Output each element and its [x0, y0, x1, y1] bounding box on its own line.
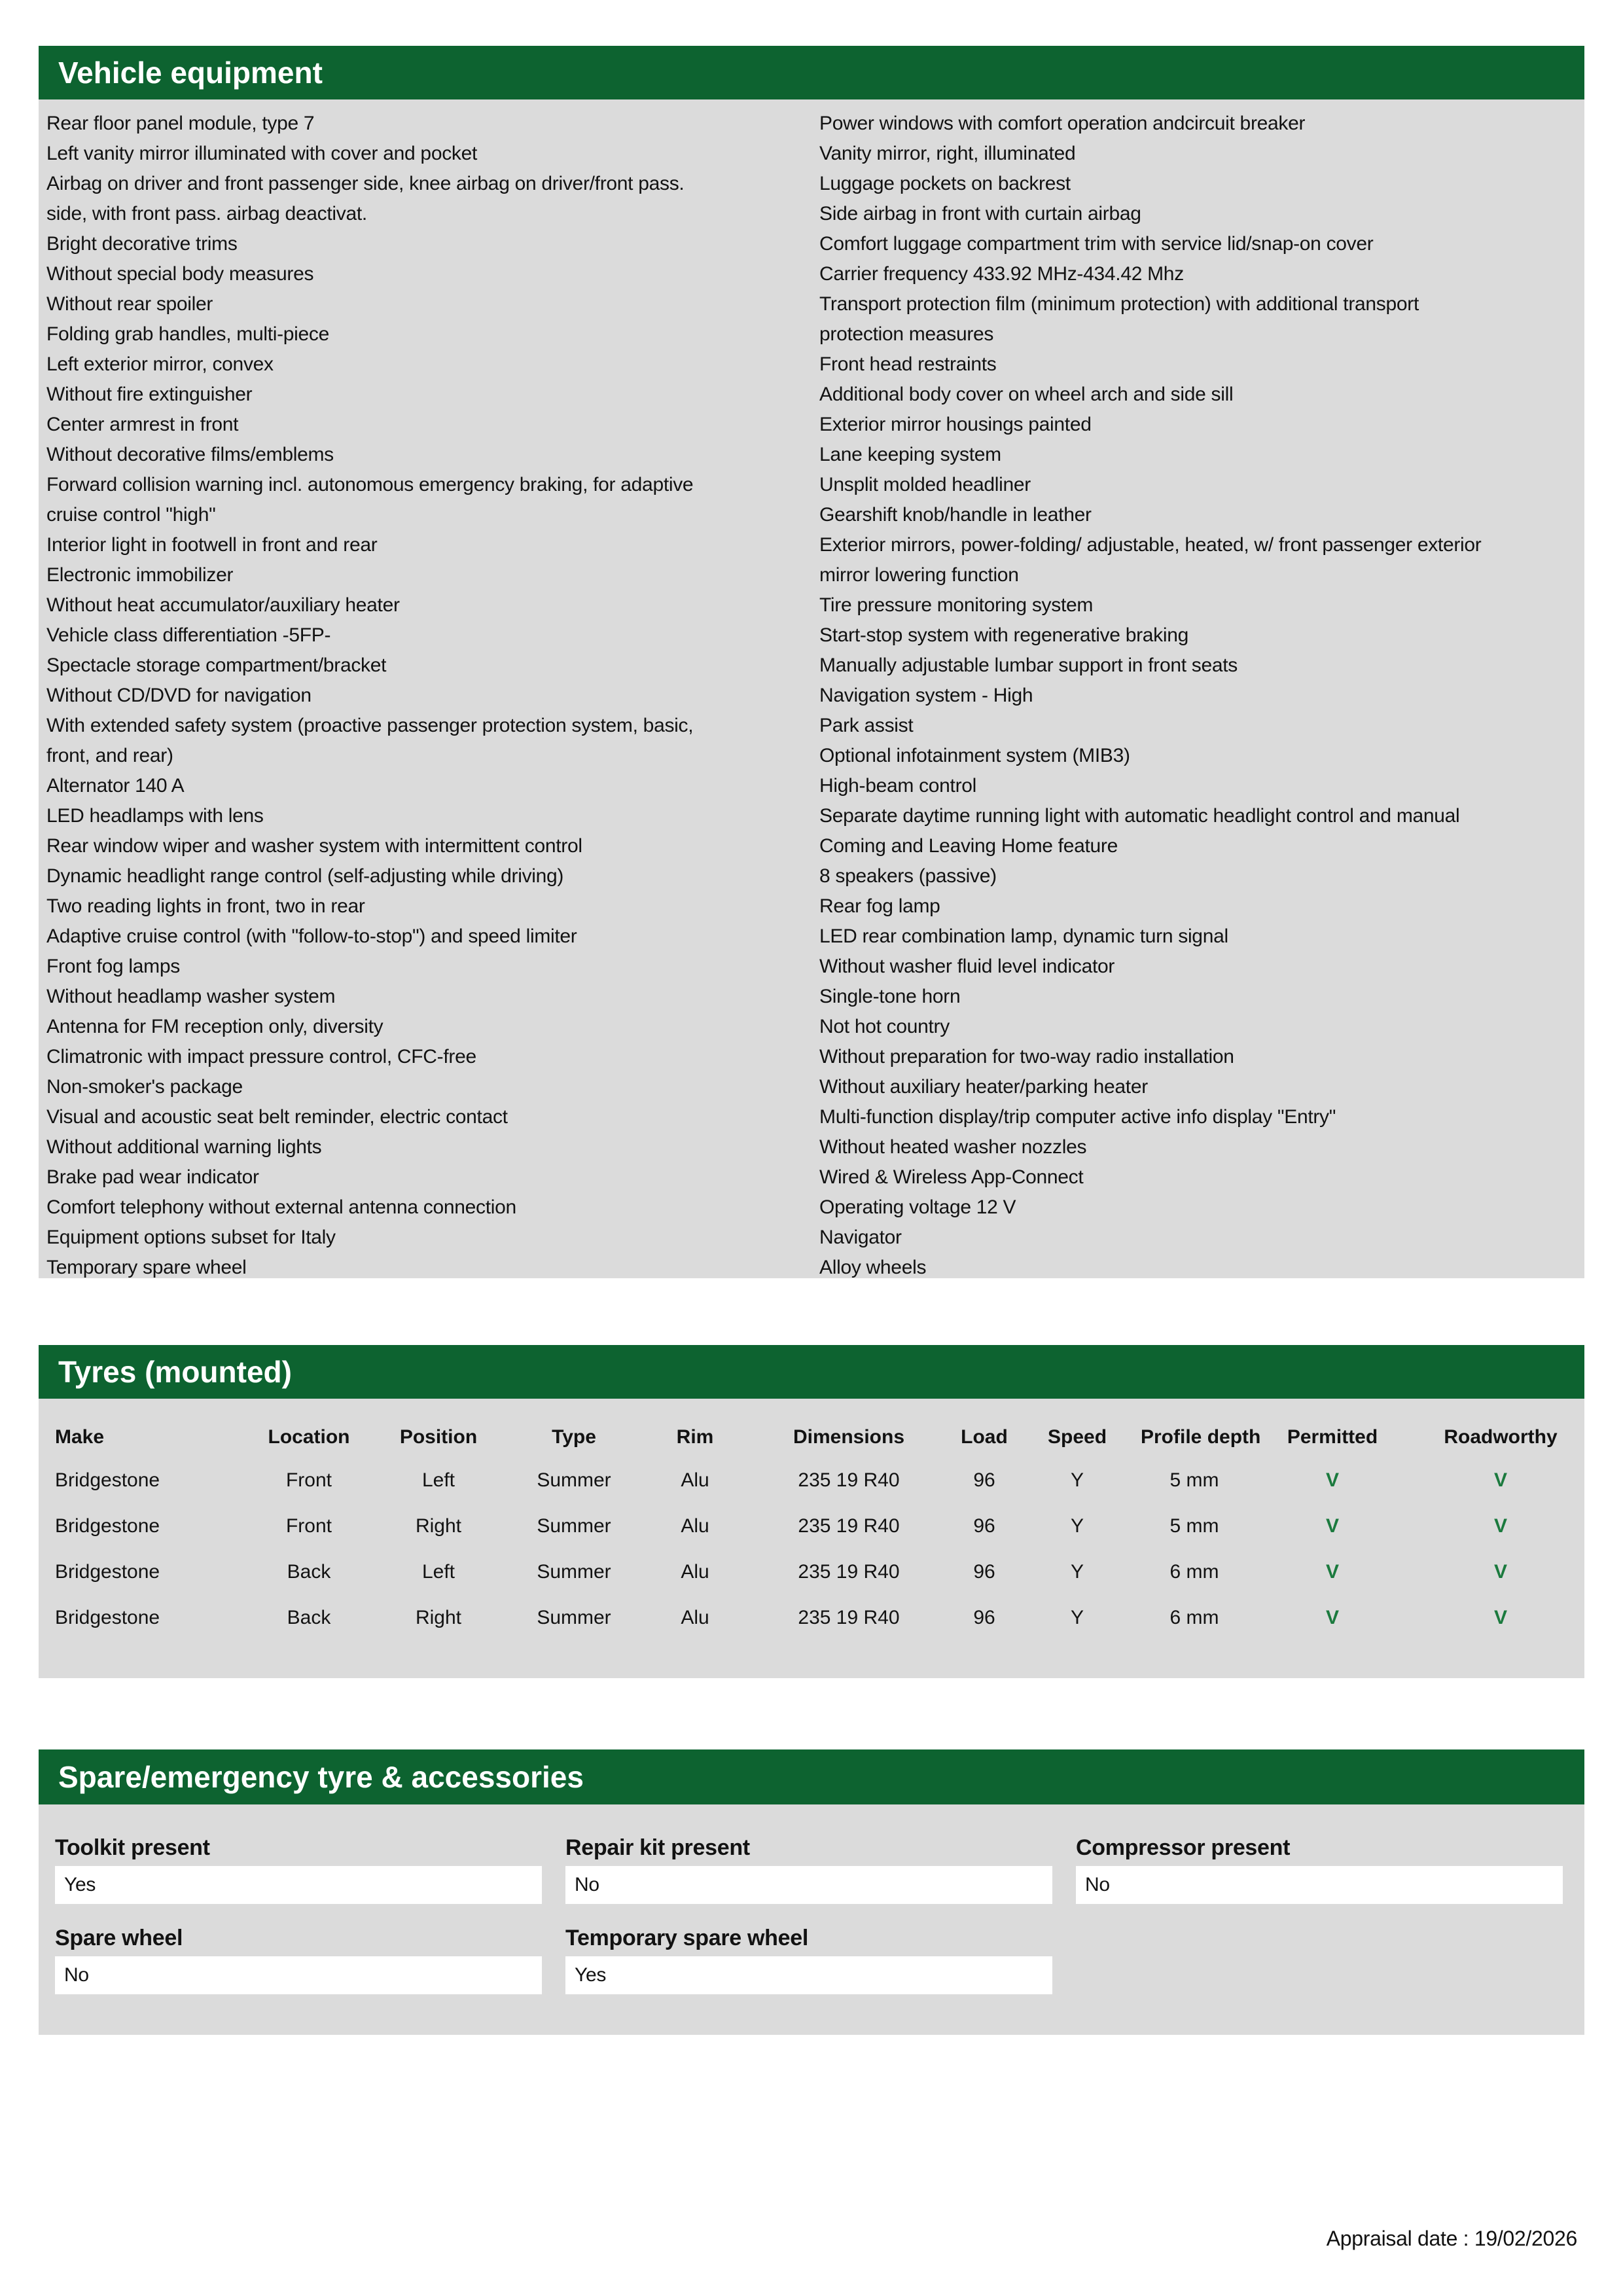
tyre-check-mark: V — [1325, 1515, 1339, 1537]
spare-fields-row-2 — [55, 1925, 1568, 1994]
tyres-column-header: Type — [552, 1426, 596, 1448]
tyre-row — [39, 1549, 1584, 1595]
equipment-item-line: Visual and acoustic seat belt reminder, electric contact — [46, 1106, 508, 1128]
tyres-column-header: Roadworthy — [1444, 1426, 1558, 1448]
equipment-item-line: Navigator — [819, 1227, 902, 1248]
equipment-item-line: High-beam control — [819, 775, 977, 797]
tyre-cell: Summer — [537, 1607, 611, 1628]
equipment-item-line: mirror lowering function — [819, 564, 1019, 586]
tyre-cell: Left — [421, 1469, 455, 1491]
tyre-cell: Bridgestone — [55, 1561, 160, 1583]
equipment-item-line: Alternator 140 A — [46, 775, 185, 797]
equipment-item-line: Power windows with comfort operation andcircuit breaker — [819, 113, 1306, 134]
tyre-cell: 96 — [973, 1607, 995, 1628]
equipment-item-line: Transport protection film (minimum protection) with additional transport — [819, 293, 1419, 315]
equipment-item-line: Without special body measures — [46, 263, 314, 285]
tyre-cell: Y — [1070, 1561, 1084, 1583]
equipment-item-line: Climatronic with impact pressure control, CFC-free — [46, 1046, 476, 1067]
spare-field-label: Temporary spare wheel — [565, 1926, 809, 1950]
spare-tyre-body — [39, 1804, 1584, 2035]
tyre-row — [39, 1503, 1584, 1549]
tyre-cell: Back — [287, 1607, 331, 1628]
spare-field-value-box: No — [565, 1866, 1052, 1904]
tyre-cell: 6 mm — [1169, 1607, 1219, 1628]
tyre-cell: Right — [415, 1607, 462, 1628]
spare-field — [565, 1925, 1052, 1994]
tyres-section — [39, 1345, 1584, 1678]
equipment-item-line: Operating voltage 12 V — [819, 1196, 1016, 1218]
tyre-cell: Bridgestone — [55, 1607, 160, 1628]
equipment-item-line: Separate daytime running light with automatic headlight control and manual — [819, 805, 1460, 827]
equipment-item-line: front, and rear) — [46, 745, 173, 766]
equipment-item-line: Navigation system - High — [819, 685, 1033, 706]
equipment-item-line: Folding grab handles, multi-piece — [46, 323, 330, 345]
tyre-cell: Bridgestone — [55, 1469, 160, 1491]
equipment-item-line: Forward collision warning incl. autonomous emergency braking, for adaptive — [46, 474, 694, 495]
tyre-cell: Summer — [537, 1469, 611, 1491]
vehicle-equipment-section — [39, 46, 1584, 1278]
spare-field-label: Spare wheel — [55, 1926, 183, 1950]
spare-field — [55, 1835, 542, 1904]
spare-tyre-section — [39, 1749, 1584, 2035]
spare-field-label: Repair kit present — [565, 1835, 750, 1860]
tyres-column-header: Dimensions — [793, 1426, 905, 1448]
equipment-item-line: Additional body cover on wheel arch and side sill — [819, 384, 1234, 405]
tyre-cell: 96 — [973, 1469, 995, 1491]
tyres-body — [39, 1399, 1584, 1678]
equipment-item-line: Interior light in footwell in front and rear — [46, 534, 378, 556]
tyre-cell: Y — [1070, 1469, 1084, 1491]
equipment-item-line: Park assist — [819, 715, 914, 736]
tyres-header — [39, 1345, 1584, 1399]
equipment-item-line: Temporary spare wheel — [46, 1257, 247, 1278]
equipment-item-line: Wired & Wireless App-Connect — [819, 1166, 1084, 1188]
spare-field-value-box: No — [55, 1956, 542, 1994]
equipment-item-line: With extended safety system (proactive passenger protection system, basic, — [46, 715, 694, 736]
equipment-item-line: Dynamic headlight range control (self-adjusting while driving) — [46, 865, 564, 887]
tyre-check-mark: V — [1493, 1607, 1507, 1628]
spare-tyre-title: Spare/emergency tyre & accessories — [58, 1760, 584, 1794]
spare-field-value-box: Yes — [55, 1866, 542, 1904]
equipment-item-line: Manually adjustable lumbar support in front seats — [819, 655, 1238, 676]
tyre-cell: Y — [1070, 1607, 1084, 1628]
equipment-item-line: Exterior mirror housings painted — [819, 414, 1092, 435]
tyre-cell: 235 19 R40 — [798, 1607, 900, 1628]
equipment-item-line: Comfort luggage compartment trim with service lid/snap-on cover — [819, 233, 1374, 255]
tyre-row — [39, 1458, 1584, 1503]
equipment-item-line: Two reading lights in front, two in rear — [46, 895, 365, 917]
equipment-item-line: Rear floor panel module, type 7 — [46, 113, 315, 134]
tyre-cell: Alu — [681, 1515, 709, 1537]
spare-fields-row-1 — [55, 1835, 1568, 1904]
tyre-check-mark: V — [1493, 1515, 1507, 1537]
tyre-cell: Alu — [681, 1469, 709, 1491]
equipment-item-line: Coming and Leaving Home feature — [819, 835, 1118, 857]
equipment-item-line: Front fog lamps — [46, 956, 180, 977]
equipment-item-line: Non-smoker's package — [46, 1076, 243, 1098]
appraisal-date: Appraisal date : 19/02/2026 — [1326, 2227, 1577, 2250]
equipment-item-line: Single-tone horn — [819, 986, 961, 1007]
tyre-cell: Summer — [537, 1561, 611, 1583]
tyre-cell: Right — [415, 1515, 462, 1537]
tyre-cell: 235 19 R40 — [798, 1561, 900, 1583]
equipment-item-line: LED rear combination lamp, dynamic turn signal — [819, 925, 1228, 947]
tyre-cell: 96 — [973, 1561, 995, 1583]
tyres-column-header: Permitted — [1287, 1426, 1378, 1448]
spare-field-label: Compressor present — [1076, 1835, 1291, 1860]
equipment-item-line: Without CD/DVD for navigation — [46, 685, 312, 706]
tyre-cell: Back — [287, 1561, 331, 1583]
equipment-item-line: Without rear spoiler — [46, 293, 213, 315]
tyre-cell: 235 19 R40 — [798, 1469, 900, 1491]
equipment-column-left — [46, 109, 809, 1283]
equipment-item-line: Exterior mirrors, power-folding/ adjustable, heated, w/ front passenger exterior — [819, 534, 1482, 556]
tyres-table — [39, 1417, 1584, 1641]
equipment-item-line: Without decorative films/emblems — [46, 444, 334, 465]
equipment-item-line: Comfort telephony without external antenna connection — [46, 1196, 516, 1218]
spare-field — [565, 1835, 1052, 1904]
equipment-item-line: Equipment options subset for Italy — [46, 1227, 336, 1248]
tyres-column-header: Profile depth — [1141, 1426, 1261, 1448]
tyre-cell: Alu — [681, 1607, 709, 1628]
equipment-item-line: Left vanity mirror illuminated with cover and pocket — [46, 143, 478, 164]
tyres-column-header: Speed — [1047, 1426, 1107, 1448]
equipment-item-line: Not hot country — [819, 1016, 950, 1037]
tyre-cell: 5 mm — [1169, 1515, 1219, 1537]
equipment-item-line: side, with front pass. airbag deactivat. — [46, 203, 367, 224]
equipment-item-line: Center armrest in front — [46, 414, 239, 435]
equipment-item-line: Luggage pockets on backrest — [819, 173, 1071, 194]
spare-field-value-box: Yes — [565, 1956, 1052, 1994]
equipment-item-line: Front head restraints — [819, 353, 997, 375]
tyre-check-mark: V — [1493, 1561, 1507, 1583]
spare-field-value-box: No — [1076, 1866, 1563, 1904]
equipment-column-right — [819, 109, 1580, 1283]
tyre-cell: Front — [285, 1469, 332, 1491]
tyre-check-mark: V — [1493, 1469, 1507, 1491]
equipment-item-line: Left exterior mirror, convex — [46, 353, 274, 375]
equipment-item-line: LED headlamps with lens — [46, 805, 264, 827]
tyre-cell: Bridgestone — [55, 1515, 160, 1537]
equipment-item-line: Lane keeping system — [819, 444, 1001, 465]
equipment-item-line: Antenna for FM reception only, diversity — [46, 1016, 383, 1037]
equipment-item-line: Tire pressure monitoring system — [819, 594, 1094, 616]
tyre-row — [39, 1595, 1584, 1641]
spare-field-label: Toolkit present — [55, 1835, 210, 1860]
equipment-item-line: Side airbag in front with curtain airbag — [819, 203, 1141, 224]
tyre-cell: Left — [421, 1561, 455, 1583]
equipment-item-line: Without heat accumulator/auxiliary heater — [46, 594, 400, 616]
equipment-item-line: Rear fog lamp — [819, 895, 940, 917]
tyre-check-mark: V — [1325, 1561, 1339, 1583]
equipment-item-line: Carrier frequency 433.92 MHz-434.42 Mhz — [819, 263, 1184, 285]
tyre-cell: 235 19 R40 — [798, 1515, 900, 1537]
equipment-item-line: Optional infotainment system (MIB3) — [819, 745, 1130, 766]
tyres-column-header: Rim — [676, 1426, 714, 1448]
vehicle-equipment-body — [39, 99, 1584, 1278]
tyres-column-header: Position — [399, 1426, 478, 1448]
tyre-cell: 96 — [973, 1515, 995, 1537]
equipment-item-line: Bright decorative trims — [46, 233, 238, 255]
equipment-item-line: Gearshift knob/handle in leather — [819, 504, 1092, 526]
equipment-item-line: Without preparation for two-way radio installation — [819, 1046, 1234, 1067]
tyres-table-header-row — [39, 1417, 1584, 1458]
equipment-item-line: Multi-function display/trip computer active info display "Entry" — [819, 1106, 1336, 1128]
equipment-item-line: Without heated washer nozzles — [819, 1136, 1087, 1158]
tyre-cell: Front — [285, 1515, 332, 1537]
spare-tyre-header — [39, 1749, 1584, 1804]
spare-field — [55, 1925, 542, 1994]
tyre-cell: Alu — [681, 1561, 709, 1583]
equipment-item-line: Unsplit molded headliner — [819, 474, 1031, 495]
equipment-item-line: cruise control "high" — [46, 504, 216, 526]
spare-field — [1076, 1835, 1563, 1904]
equipment-item-line: Without fire extinguisher — [46, 384, 253, 405]
vehicle-equipment-title: Vehicle equipment — [58, 56, 323, 90]
tyre-cell: Y — [1070, 1515, 1084, 1537]
vehicle-equipment-header — [39, 46, 1584, 99]
equipment-item-line: Spectacle storage compartment/bracket — [46, 655, 387, 676]
tyre-cell: 5 mm — [1169, 1469, 1219, 1491]
tyre-check-mark: V — [1325, 1607, 1339, 1628]
equipment-item-line: Without washer fluid level indicator — [819, 956, 1115, 977]
equipment-item-line: Vehicle class differentiation -5FP- — [46, 624, 331, 646]
equipment-item-line: Without additional warning lights — [46, 1136, 322, 1158]
equipment-item-line: Alloy wheels — [819, 1257, 927, 1278]
equipment-item-line: Brake pad wear indicator — [46, 1166, 259, 1188]
tyre-check-mark: V — [1325, 1469, 1339, 1491]
equipment-item-line: Airbag on driver and front passenger side, knee airbag on driver/front pass. — [46, 173, 685, 194]
tyres-title: Tyres (mounted) — [58, 1355, 292, 1389]
tyre-cell: 6 mm — [1169, 1561, 1219, 1583]
tyres-column-header: Make — [55, 1426, 105, 1448]
equipment-item-line: Vanity mirror, right, illuminated — [819, 143, 1076, 164]
equipment-item-line: Start-stop system with regenerative braking — [819, 624, 1189, 646]
tyres-column-header: Location — [268, 1426, 350, 1448]
equipment-item-line: Without auxiliary heater/parking heater — [819, 1076, 1148, 1098]
equipment-item-line: Rear window wiper and washer system with intermittent control — [46, 835, 582, 857]
tyre-cell: Summer — [537, 1515, 611, 1537]
tyres-column-header: Load — [961, 1426, 1008, 1448]
equipment-item-line: Without headlamp washer system — [46, 986, 336, 1007]
equipment-item-line: 8 speakers (passive) — [819, 865, 997, 887]
equipment-item-line: Adaptive cruise control (with "follow-to-stop") and speed limiter — [46, 925, 577, 947]
equipment-item-line: protection measures — [819, 323, 994, 345]
equipment-item-line: Electronic immobilizer — [46, 564, 234, 586]
